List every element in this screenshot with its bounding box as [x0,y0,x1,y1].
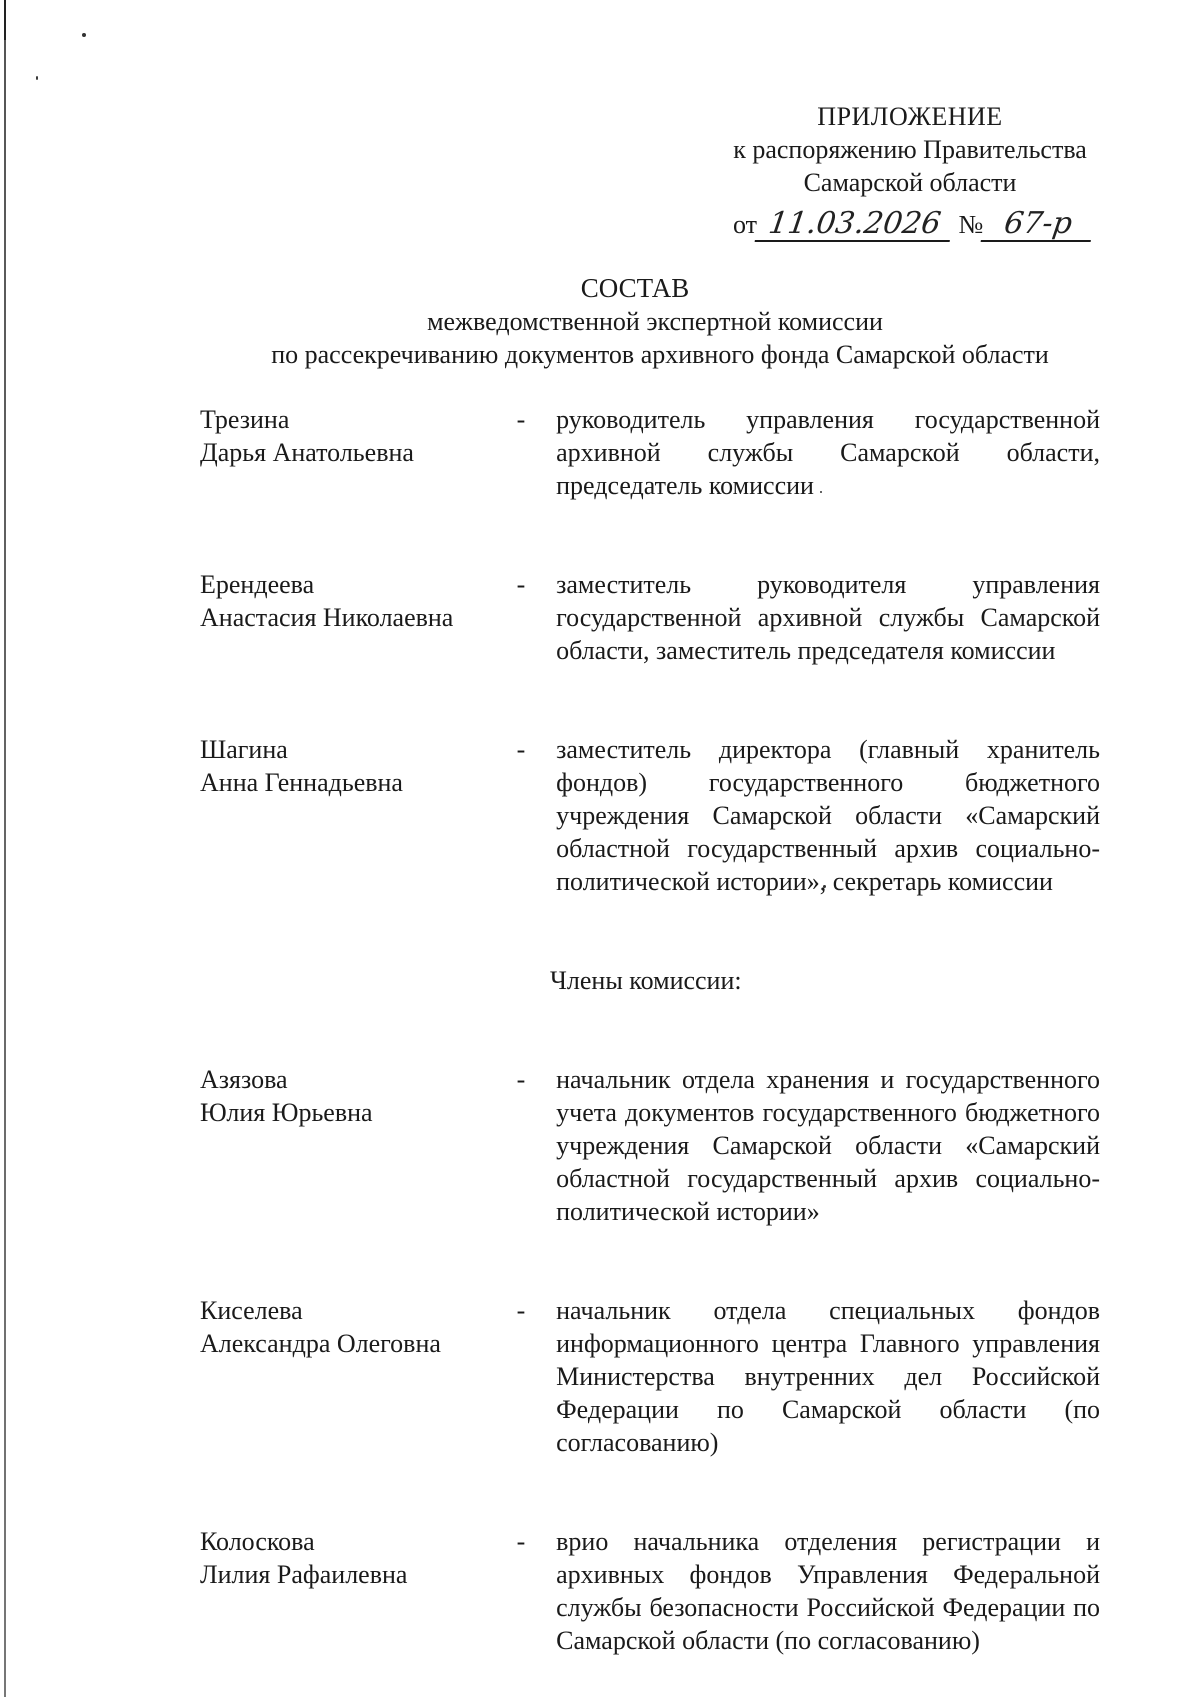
member-name [200,1294,507,1459]
member-given-name: Александра Олеговна [200,1329,441,1358]
member-entry [200,403,1100,502]
member-dash: - [516,1527,526,1556]
document-heading [0,271,1200,371]
member-role: врио начальника отделения регистрации и архивных фондов Управления Федеральной службы безопасности Российской Федерации по Самарской области (по согласованию) [556,1527,1101,1655]
member-dash: - [516,1065,526,1094]
member-name [200,733,507,898]
members-label: Члены комиссии: [550,966,742,995]
member-role: начальник отдела хранения и государственного учета документов государственного бюджетного учреждения Самарской области «Самарский областной государственный архив социально-политической истории» [556,1065,1101,1226]
member-entry [200,568,1100,667]
member-name [200,1063,507,1228]
number-label: № [958,210,984,239]
heading-title: СОСТАВ [580,273,690,303]
member-given-name: Дарья Анатольевна [200,438,414,467]
order-date: 11.03.2026 [755,208,955,242]
member-given-name: Анна Геннадьевна [200,768,403,797]
appendix-line-1: к распоряжению Правительства [733,135,1087,164]
member-given-name: Лилия Рафаилевна [200,1560,408,1589]
order-reference [733,208,1093,242]
member-role: начальник отдела специальных фондов информационного центра Главного управления Министерства внутренних дел Российской Федерации по Самарской области (по согласованию) [556,1296,1101,1457]
member-surname: Шагина [200,735,288,764]
member-dash: - [516,1296,526,1325]
member-dash: - [516,570,526,599]
appendix-line-2: Самарской области [803,168,1017,197]
member-entry [200,733,1100,898]
scan-edge [4,0,6,1697]
member-role: заместитель директора (главный хранитель фондов) государственного бюджетного учреждения Самарской области «Самарский областной государственный архив социально-политической истории», секретарь комиссии [556,735,1101,896]
member-entry [200,1525,1100,1657]
member-surname: Киселева [200,1296,303,1325]
appendix-header [700,100,1120,199]
member-surname: Колоскова [200,1527,315,1556]
member-entry [200,1294,1100,1459]
member-surname: Трезина [200,405,290,434]
member-surname: Азязова [200,1065,288,1094]
scan-speck [36,76,38,80]
member-given-name: Анастасия Николаевна [200,603,454,632]
heading-line-1: межведомственной экспертной комиссии [427,307,883,336]
order-number: 67-р [981,208,1096,242]
member-given-name: Юлия Юрьевна [200,1098,373,1127]
member-surname: Ерендеева [200,570,315,599]
member-role: заместитель руководителя управления государственной архивной службы Самарской области, заместитель председателя комиссии [556,570,1101,665]
date-label: от [733,210,758,239]
member-name [200,1525,507,1657]
appendix-title: ПРИЛОЖЕНИЕ [817,102,1003,131]
scan-speck [82,33,86,37]
member-entry [200,1063,1100,1228]
member-name [200,568,507,667]
member-dash: - [516,735,526,764]
member-role: руководитель управления государственной архивной службы Самарской области, председатель комиссии [556,405,1101,500]
member-name [200,403,507,502]
member-dash: - [516,405,526,434]
heading-line-2: по рассекречиванию документов архивного фонда Самарской области [271,340,1049,369]
commission-list [200,403,1100,1657]
